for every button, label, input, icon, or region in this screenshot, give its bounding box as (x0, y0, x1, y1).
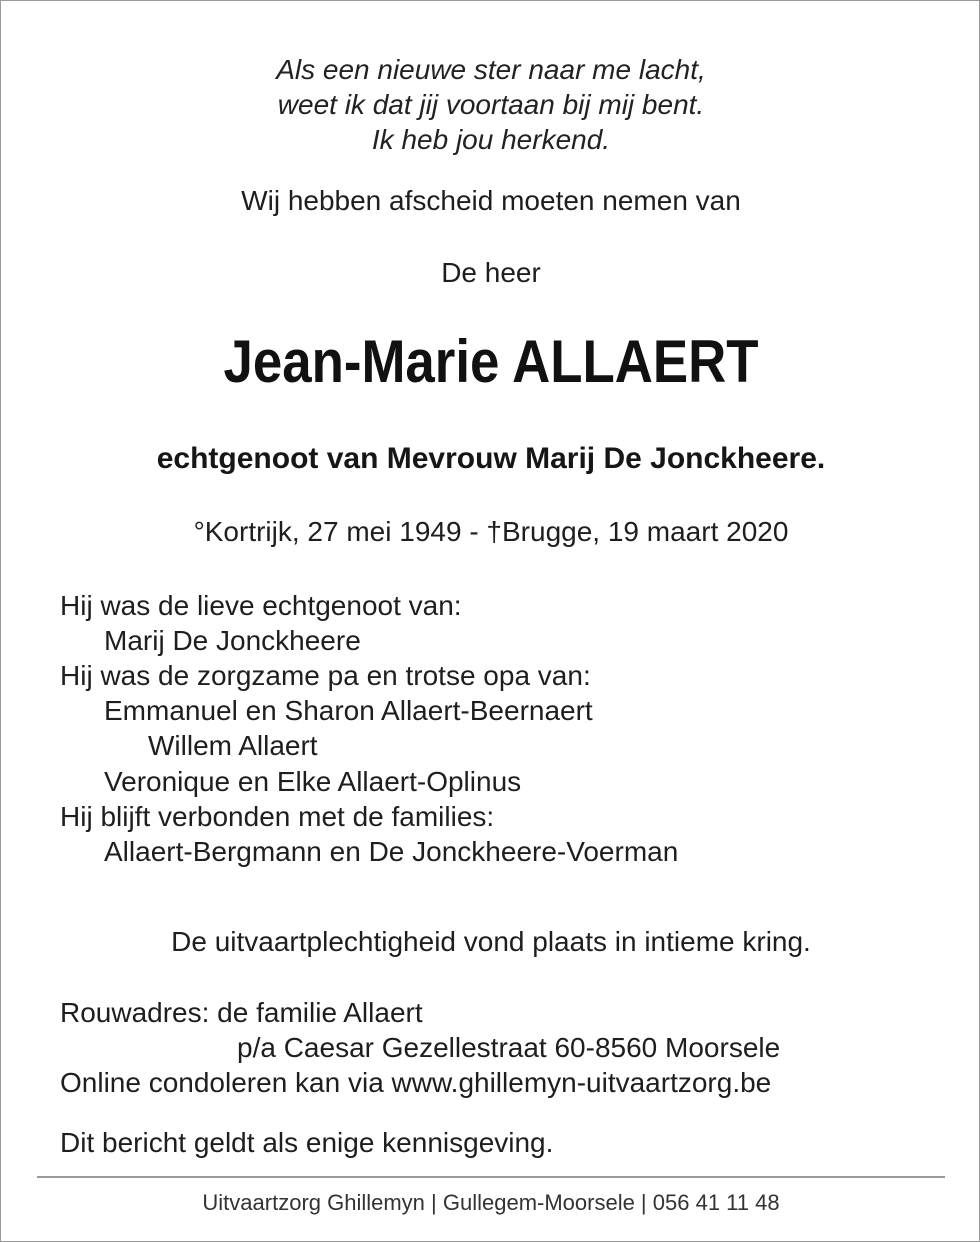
address-line-2: p/a Caesar Gezellestraat 60-8560 Moorsele (237, 1032, 781, 1063)
grandchild-1: Willem Allaert (148, 730, 318, 761)
footer-divider (37, 1176, 945, 1178)
spouse-line: echtgenoot van Mevrouw Marij De Jonckheere. (156, 442, 826, 475)
birth-death-dates: °Kortrijk, 27 mei 1949 - †Brugge, 19 maart 2020 (193, 516, 789, 547)
spouse-heading: Hij was de lieve echtgenoot van: (60, 590, 462, 621)
poem-line-2: weet ik dat jij voortaan bij mij bent. (277, 89, 705, 120)
child-1: Emmanuel en Sharon Allaert-Beernaert (104, 695, 593, 726)
child-2: Veronique en Elke Allaert-Oplinus (104, 766, 522, 797)
spouse-name: Marij De Jonckheere (104, 625, 361, 656)
online-condolence: Online condoleren kan via www.ghillemyn-uitvaartzorg.be (60, 1067, 772, 1098)
ceremony-text: De uitvaartplechtigheid vond plaats in intieme kring. (171, 926, 811, 957)
children-heading: Hij was de zorgzame pa en trotse opa van: (60, 660, 591, 691)
families-heading: Hij blijft verbonden met de families: (60, 801, 495, 832)
funeral-home-footer: Uitvaartzorg Ghillemyn | Gullegem-Moorsele | 056 41 11 48 (202, 1190, 780, 1215)
deceased-name: Jean-Marie ALLAERT (223, 328, 759, 395)
notice-text: Dit bericht geldt als enige kennisgeving. (60, 1127, 554, 1158)
intro-text: Wij hebben afscheid moeten nemen van (241, 185, 741, 216)
families-names: Allaert-Bergmann en De Jonckheere-Voerman (104, 836, 679, 867)
poem-line-3: Ik heb jou herkend. (371, 124, 611, 155)
honorific: De heer (441, 257, 541, 288)
address-line-1: Rouwadres: de familie Allaert (60, 997, 423, 1028)
poem-line-1: Als een nieuwe ster naar me lacht, (276, 54, 706, 85)
